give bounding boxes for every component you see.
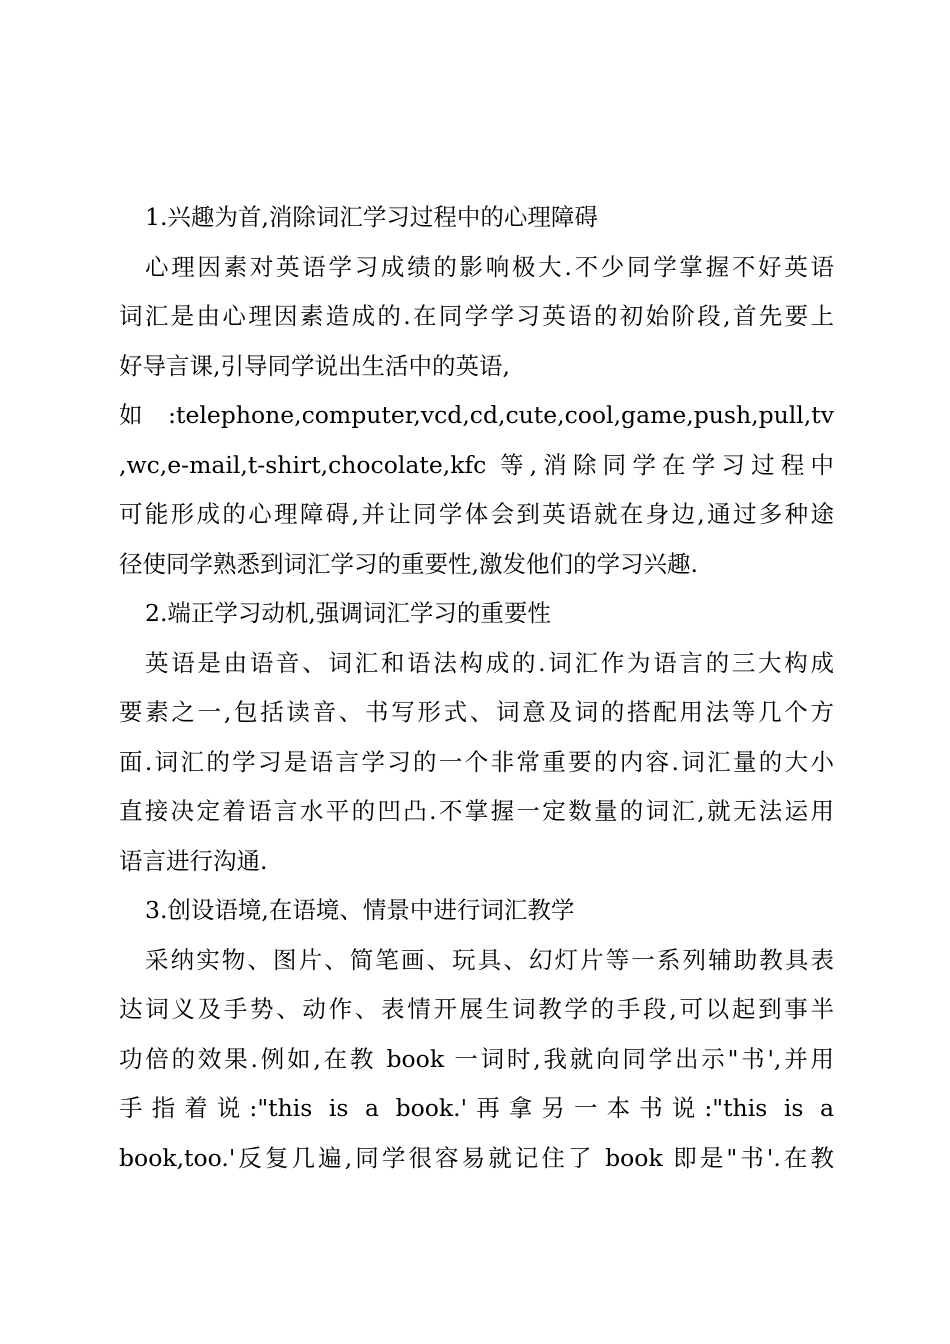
text-line: 心理因素对英语学习成绩的影响极大.不少同学掌握不好英语 <box>145 252 834 281</box>
text-line: 2.端正学习动机,强调词汇学习的重要性 <box>145 599 551 627</box>
text-line: 好导言课,引导同学说出生活中的英语, <box>119 351 510 380</box>
text-line: 功倍的效果.例如,在教 book 一词时,我就向同学出示"书',并用 <box>119 1044 834 1073</box>
text-line: ,wc,e-mail,t-shirt,chocolate,kfc 等,消除同学在学习过程中 <box>119 450 834 479</box>
text-line: 直接决定着语言水平的凹凸.不掌握一定数量的词汇,就无法运用 <box>119 797 834 825</box>
text-line: 采纳实物、图片、简笔画、玩具、幻灯片等一系列辅助教具表 <box>145 945 834 974</box>
text-line: 径使同学熟悉到词汇学习的重要性,激发他们的学习兴趣. <box>119 549 698 578</box>
text-line: book,too.'反复几遍,同学很容易就记住了 book 即是"书'.在教 <box>119 1143 834 1172</box>
text-line: 英语是由语音、词汇和语法构成的.词汇作为语言的三大构成 <box>145 648 834 677</box>
document-body <box>119 193 834 1183</box>
text-line: 如:telephone,computer,vcd,cd,cute,cool,game,push,pull,tv <box>119 401 834 429</box>
text-line: 词汇是由心理因素造成的.在同学学习英语的初始阶段,首先要上 <box>119 302 834 330</box>
text-line: 要素之一,包括读音、书写形式、词意及词的搭配用法等几个方 <box>119 698 834 726</box>
text-line: 1.兴趣为首,消除词汇学习过程中的心理障碍 <box>145 203 598 231</box>
text-line: 语言进行沟通. <box>119 846 268 875</box>
text-line: 达词义及手势、动作、表情开展生词教学的手段,可以起到事半 <box>119 995 834 1023</box>
text-line: 手指着说:"this is a book.'再拿另一本书说:"this is a <box>119 1094 834 1122</box>
text-line: 3.创设语境,在语境、情景中进行词汇教学 <box>145 896 575 924</box>
text-line: 面.词汇的学习是语言学习的一个非常重要的内容.词汇量的大小 <box>119 747 834 776</box>
text-line: 可能形成的心理障碍,并让同学体会到英语就在身边,通过多种途 <box>119 500 834 528</box>
